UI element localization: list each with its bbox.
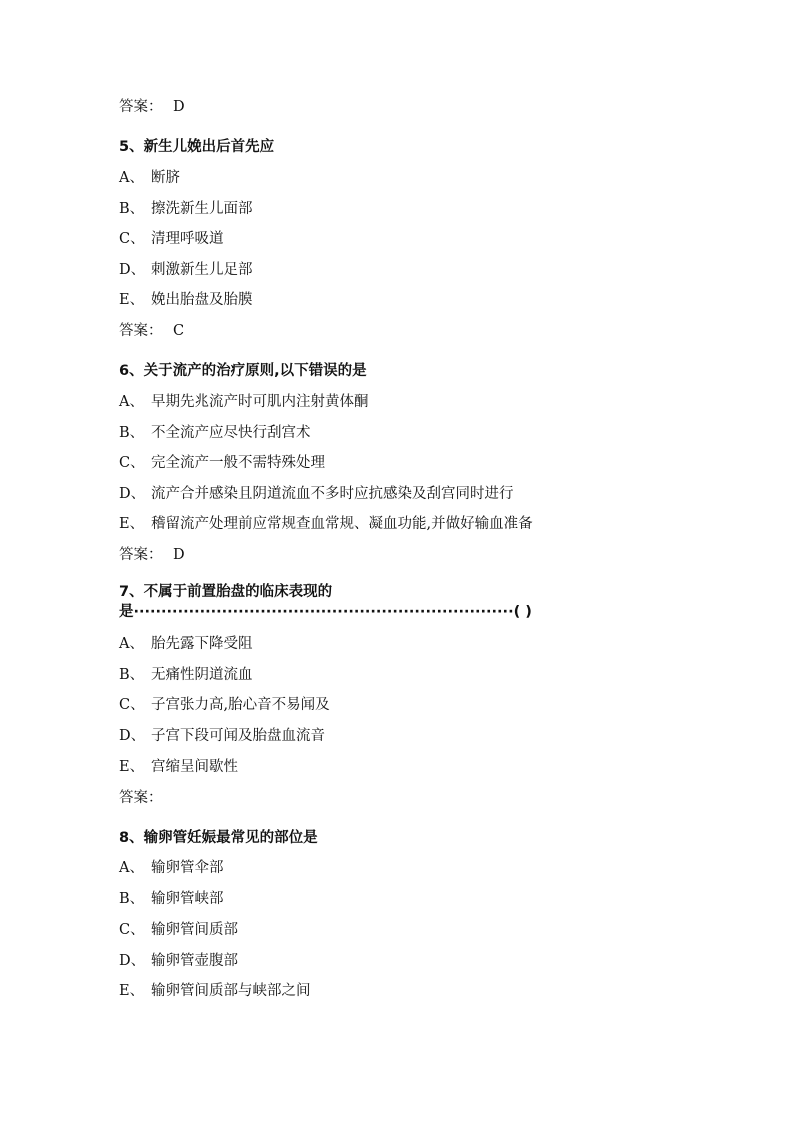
option-text: 清理呼吸道 (151, 231, 224, 247)
option-text: 断脐 (151, 170, 180, 186)
option-text: 输卵管壶腹部 (151, 953, 238, 969)
option-letter: C、 (119, 455, 145, 471)
option-letter: A、 (119, 860, 144, 876)
option-b (119, 423, 311, 443)
option-text: 流产合并感染且阴道流血不多时应抗感染及刮宫同时进行 (151, 486, 514, 502)
answer-value: D (173, 547, 185, 563)
option-text: 子宫张力高,胎心音不易闻及 (151, 697, 330, 713)
option-a (119, 634, 253, 654)
option-letter: C、 (119, 231, 145, 247)
option-letter: A、 (119, 170, 144, 186)
answer-label: 答案： (119, 323, 163, 339)
answer-label: 答案： (119, 99, 163, 115)
option-d (119, 484, 514, 504)
option-text: 输卵管峡部 (151, 891, 224, 907)
option-e (119, 981, 311, 1001)
option-letter: A、 (119, 636, 144, 652)
option-letter: E、 (119, 516, 145, 532)
option-d (119, 260, 253, 280)
option-letter: E、 (119, 983, 145, 999)
option-text: 娩出胎盘及胎膜 (151, 292, 253, 308)
answer-label: 答案： (119, 547, 163, 563)
option-text: 输卵管间质部与峡部之间 (151, 983, 311, 999)
answer-value: D (173, 99, 185, 115)
question-title-continued: 是·····································································( ) (119, 604, 532, 620)
option-letter: B、 (119, 891, 145, 907)
option-letter: C、 (119, 922, 145, 938)
option-text: 输卵管间质部 (151, 922, 238, 938)
answer-line (119, 321, 184, 341)
option-c (119, 453, 325, 473)
option-e (119, 514, 533, 534)
answer-line (119, 788, 173, 808)
option-letter: D、 (119, 728, 146, 744)
option-text: 稽留流产处理前应常规查血常规、凝血功能,并做好输血准备 (151, 516, 533, 532)
option-d (119, 726, 325, 746)
option-a (119, 392, 369, 412)
option-e (119, 757, 238, 777)
option-a (119, 858, 224, 878)
option-a (119, 168, 180, 188)
option-letter: D、 (119, 486, 146, 502)
option-letter: E、 (119, 292, 145, 308)
option-text: 刺激新生儿足部 (151, 262, 253, 278)
option-letter: B、 (119, 667, 145, 683)
option-text: 无痛性阴道流血 (151, 667, 253, 683)
answer-label: 答案： (119, 790, 163, 806)
option-letter: B、 (119, 201, 145, 217)
option-letter: D、 (119, 953, 146, 969)
option-text: 擦洗新生儿面部 (151, 201, 253, 217)
option-text: 输卵管伞部 (151, 860, 224, 876)
answer-line (119, 545, 185, 565)
option-text: 完全流产一般不需特殊处理 (151, 455, 325, 471)
option-d (119, 951, 238, 971)
question-title: 7、不属于前置胎盘的临床表现的 (119, 584, 333, 600)
answer-value: C (173, 323, 185, 339)
option-c (119, 920, 238, 940)
option-text: 胎先露下降受阻 (151, 636, 253, 652)
option-text: 宫缩呈间歇性 (151, 759, 238, 775)
option-b (119, 889, 224, 909)
option-text: 不全流产应尽快行刮宫术 (151, 425, 311, 441)
question-title: 6、关于流产的治疗原则,以下错误的是 (119, 363, 367, 379)
option-b (119, 665, 253, 685)
option-text: 子宫下段可闻及胎盘血流音 (151, 728, 325, 744)
question-title: 8、输卵管妊娠最常见的部位是 (119, 830, 318, 846)
option-letter: A、 (119, 394, 144, 410)
option-text: 早期先兆流产时可肌内注射黄体酮 (151, 394, 369, 410)
option-letter: D、 (119, 262, 146, 278)
option-e (119, 290, 253, 310)
option-letter: C、 (119, 697, 145, 713)
option-letter: E、 (119, 759, 145, 775)
question-title: 5、新生儿娩出后首先应 (119, 139, 275, 155)
option-b (119, 199, 253, 219)
option-letter: B、 (119, 425, 145, 441)
option-c (119, 695, 330, 715)
answer-line (119, 97, 185, 117)
option-c (119, 229, 224, 249)
